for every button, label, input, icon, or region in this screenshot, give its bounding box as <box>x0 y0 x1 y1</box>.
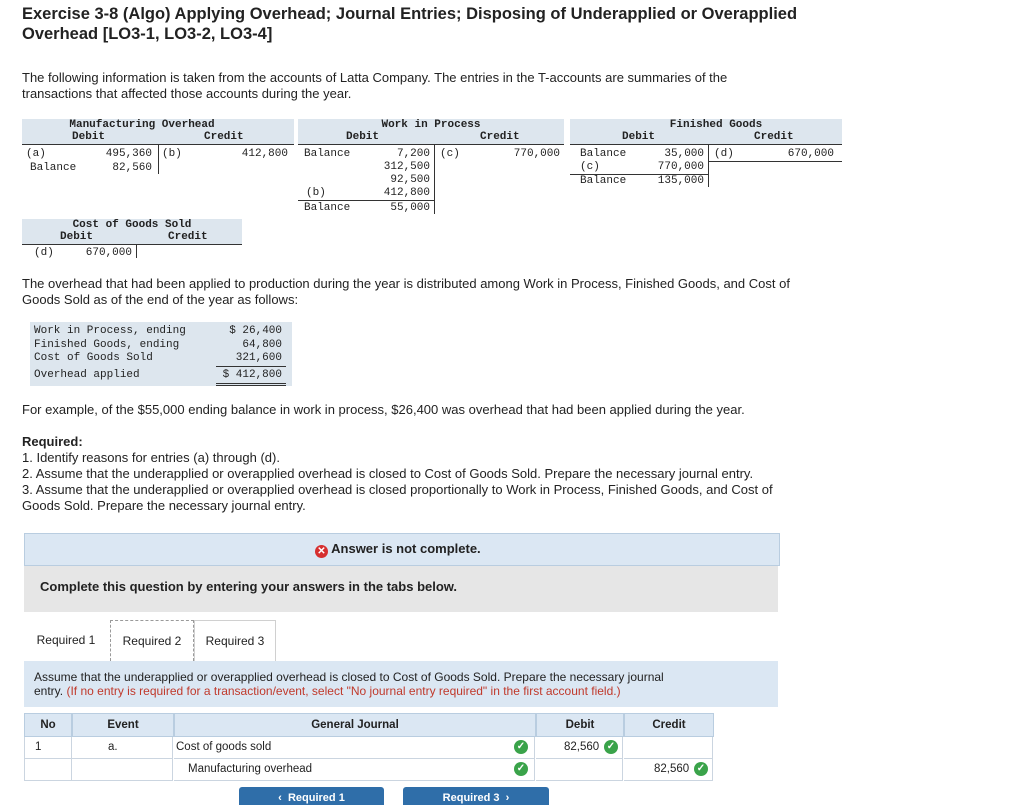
entry-label: (c) <box>440 148 460 160</box>
credit-amount: 770,000 <box>513 148 560 160</box>
debit-amount: 7,200 <box>396 148 430 160</box>
next-required-button[interactable] <box>403 787 549 805</box>
distribution-label: Finished Goods, ending <box>34 339 180 351</box>
distribution-line1: The overhead that had been applied to production during the year is distributed among Work in Process, Finished Goods, and Cost of <box>22 276 790 291</box>
distribution-label: Cost of Goods Sold <box>34 352 153 364</box>
distribution-total: $ 412,800 <box>222 369 282 381</box>
balance-label: Balance <box>30 162 77 174</box>
credit-amount: 670,000 <box>787 148 834 160</box>
complete-prompt-banner <box>24 566 778 612</box>
debit-label: Debit <box>346 131 380 143</box>
prev-button-label: Required 1 <box>287 792 345 804</box>
balance-amount: 82,560 <box>112 162 152 174</box>
debit-input[interactable]: 82,560 <box>564 741 600 753</box>
check-icon: ✓ <box>514 740 528 754</box>
check-icon: ✓ <box>694 762 708 776</box>
prev-required-button[interactable] <box>239 787 384 805</box>
debit-amount: 770,000 <box>657 161 704 173</box>
required-item-1: 1. Identify reasons for entries (a) through (d). <box>22 450 280 465</box>
distribution-label: Work in Process, ending <box>34 325 186 337</box>
distribution-value: 64,800 <box>242 339 282 351</box>
instructions-hint: (If no entry is required for a transaction/event, select "No journal entry required" in the first account field.) <box>66 684 621 698</box>
credit-amount: 412,800 <box>241 148 288 160</box>
credit-label: Credit <box>204 131 244 143</box>
overhead-distribution-table <box>30 322 292 386</box>
exercise-title <box>22 4 862 44</box>
check-icon: ✓ <box>604 740 618 754</box>
tab-required-2[interactable]: Required 2 <box>110 620 194 661</box>
credit-input[interactable] <box>624 737 713 759</box>
debit-label: Debit <box>622 131 656 143</box>
instructions-line1: Assume that the underapplied or overapplied overhead is closed to Cost of Goods Sold. Prepare the necessary journal <box>34 670 664 684</box>
credit-label: Credit <box>480 131 520 143</box>
row-number: 1 <box>35 741 42 753</box>
intro-line1: The following information is taken from the accounts of Latta Company. The entries in the T-accounts are summaries of the <box>22 70 728 85</box>
entry-label: (b) <box>306 187 326 199</box>
debit-amount: 312,500 <box>383 161 430 173</box>
tab-required-1[interactable]: Required 1 <box>36 633 96 647</box>
t-line-vertical <box>708 144 709 187</box>
answer-status-text: Answer is not complete. <box>331 541 481 556</box>
t-account-finished-goods <box>570 119 842 191</box>
col-header-debit: Debit <box>536 713 624 737</box>
example-text: For example, of the $55,000 ending balance in work in process, $26,400 was overhead that had been applied during the year. <box>22 402 745 417</box>
t-line-vertical <box>158 144 159 174</box>
double-rule <box>216 383 286 386</box>
required-item-2: 2. Assume that the underapplied or overapplied overhead is closed to Cost of Goods Sold. Prepare the necessary journal entry. <box>22 466 754 481</box>
distribution-label: Overhead applied <box>34 369 140 381</box>
t-account-manufacturing-overhead <box>22 119 294 179</box>
entry-label: (c) <box>580 161 600 173</box>
chevron-right-icon: › <box>505 792 510 804</box>
required-section <box>22 434 862 514</box>
distribution-value: $ 26,400 <box>229 325 282 337</box>
entry-label: (a) <box>26 148 46 160</box>
t-line-horizontal <box>570 144 842 145</box>
event-select[interactable]: a. <box>108 741 118 753</box>
debit-amount: 670,000 <box>85 247 132 259</box>
t-line-vertical <box>434 144 435 214</box>
credit-label: Credit <box>168 231 208 243</box>
required-heading: Required: <box>22 434 83 449</box>
col-header-general-journal: General Journal <box>174 713 536 737</box>
next-button-label: Required 3 <box>442 792 500 804</box>
credit-input[interactable]: 82,560 <box>654 763 690 775</box>
distribution-value: 321,600 <box>235 352 282 364</box>
total-rule <box>216 366 286 367</box>
debit-label: Debit <box>60 231 94 243</box>
debit-amount: 412,800 <box>383 187 430 199</box>
t-account-cost-of-goods-sold <box>22 219 242 261</box>
t-account-work-in-process <box>298 119 564 219</box>
complete-prompt-text: Complete this question by entering your answers in the tabs below. <box>40 579 458 594</box>
answer-status-banner <box>24 533 780 566</box>
instructions-panel <box>24 661 778 707</box>
entry-label: (d) <box>714 148 734 160</box>
col-header-no: No <box>24 713 72 737</box>
entry-label: (b) <box>162 148 182 160</box>
t-line-credit-rule <box>708 161 842 162</box>
intro-line2: transactions that affected those accounts during the year. <box>22 86 352 101</box>
distribution-text <box>22 276 902 308</box>
t-account-title: Cost of Goods Sold <box>72 219 192 231</box>
answer-status <box>315 541 481 558</box>
debit-amount: 92,500 <box>390 174 430 186</box>
account-select[interactable]: Cost of goods sold <box>176 741 272 753</box>
t-line-vertical <box>136 244 137 258</box>
required-item-3-line2: Goods Sold. Prepare the necessary journal entry. <box>22 498 306 513</box>
t-line-total <box>298 200 434 201</box>
balance-label: Balance <box>304 202 351 214</box>
required-item-3-line1: 3. Assume that the underapplied or overapplied overhead is closed proportionally to Work in Process, Finished Goods, and Cost of <box>22 482 773 497</box>
col-header-event: Event <box>72 713 174 737</box>
balance-amount: 135,000 <box>657 175 704 187</box>
debit-input[interactable] <box>536 759 623 781</box>
event-select[interactable] <box>72 759 173 781</box>
chevron-left-icon: ‹ <box>278 792 282 804</box>
credit-label: Credit <box>754 131 794 143</box>
debit-amount: 495,360 <box>105 148 152 160</box>
distribution-line2: Goods Sold as of the end of the year as follows: <box>22 292 299 307</box>
balance-label: Balance <box>580 175 627 187</box>
t-line-horizontal <box>298 144 564 145</box>
balance-label: Balance <box>580 148 627 160</box>
debit-label: Debit <box>72 131 106 143</box>
debit-amount: 35,000 <box>664 148 704 160</box>
t-account-title: Manufacturing Overhead <box>69 119 215 131</box>
check-icon: ✓ <box>514 762 528 776</box>
account-select[interactable]: Manufacturing overhead <box>188 763 313 775</box>
row-number <box>24 759 72 781</box>
col-header-credit: Credit <box>624 713 714 737</box>
instructions-line2: entry. <box>34 684 64 698</box>
x-circle-icon: ✕ <box>315 545 328 558</box>
t-account-title: Work in Process <box>381 119 481 131</box>
t-line-horizontal <box>22 244 242 245</box>
intro-text <box>22 70 727 102</box>
balance-label: Balance <box>304 148 351 160</box>
entry-label: (d) <box>34 247 54 259</box>
balance-amount: 55,000 <box>390 202 430 214</box>
tab-required-3[interactable]: Required 3 <box>194 620 276 661</box>
t-account-title: Finished Goods <box>669 119 763 131</box>
exercise-title-line1: Exercise 3-8 (Algo) Applying Overhead; Journal Entries; Disposing of Underapplied or Overapplied <box>22 5 798 23</box>
journal-entry-table <box>24 713 714 779</box>
exercise-title-line2: Overhead [LO3-1, LO3-2, LO3-4] <box>22 25 273 43</box>
